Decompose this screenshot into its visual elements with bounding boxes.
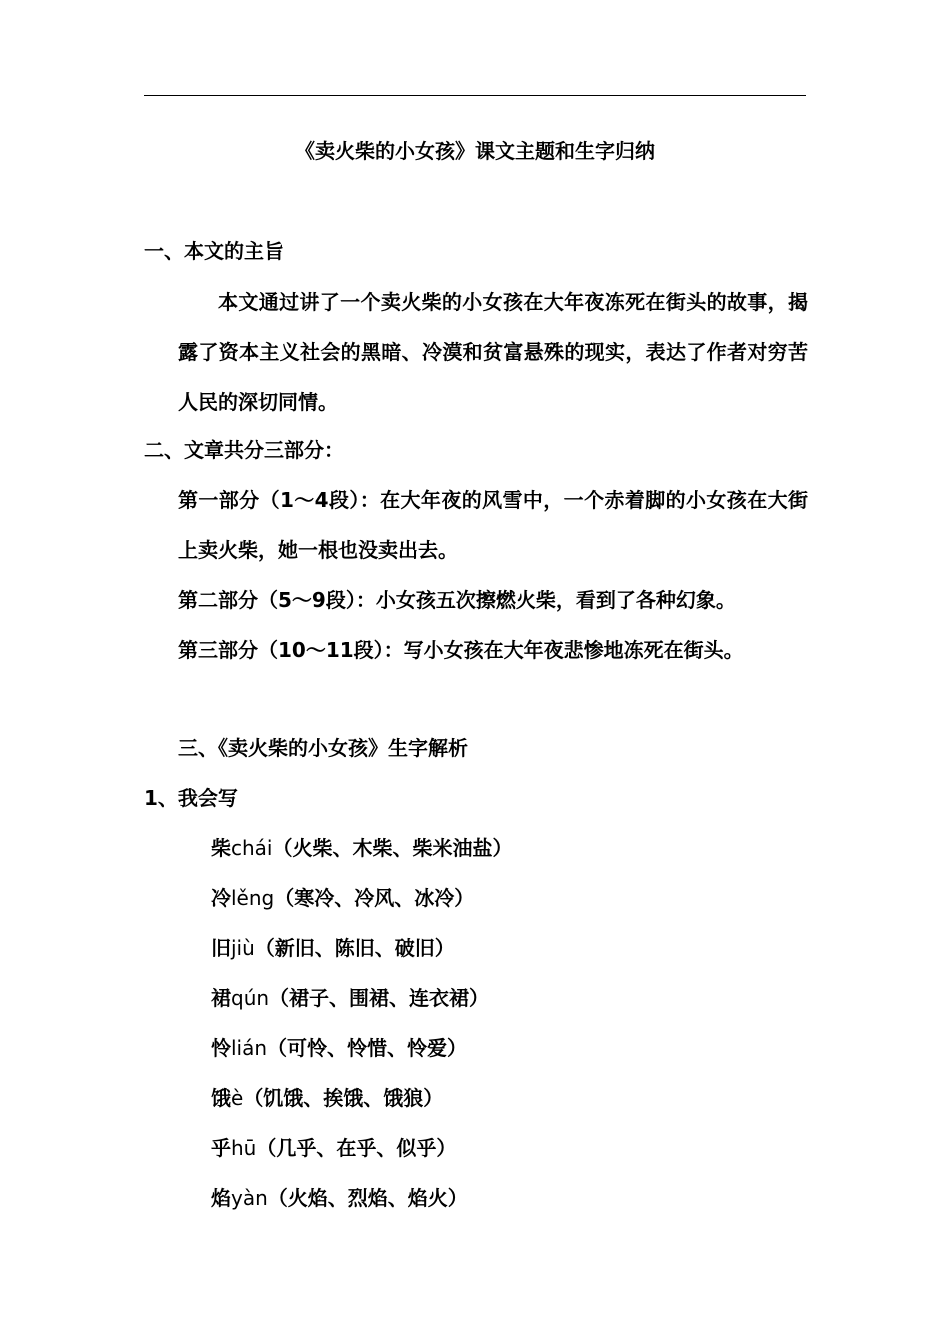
vocab-pinyin: hū — [231, 1136, 257, 1160]
vocab-pinyin: jiù — [231, 936, 255, 960]
section3-subheading: 1、我会写 — [144, 786, 238, 810]
vocab-words: （可怜、怜惜、怜爱） — [267, 1036, 468, 1060]
vocab-words: （裙子、围裙、连衣裙） — [269, 986, 490, 1010]
vocab-words: （几乎、在乎、似乎） — [256, 1136, 457, 1160]
vocab-pinyin: qún — [231, 986, 270, 1010]
vocab-pinyin: lěng — [231, 886, 275, 910]
vocab-words: （饥饿、挨饿、饿狼） — [243, 1086, 444, 1110]
vocab-words: （火柴、木柴、柴米油盐） — [272, 836, 513, 860]
vocab-pinyin: yàn — [231, 1186, 268, 1210]
section3-heading: 三、《卖火柴的小女孩》生字解析 — [178, 736, 468, 760]
vocab-words: （寒冷、冷风、冰冷） — [274, 886, 475, 910]
vocab-words: （新旧、陈旧、破旧） — [254, 936, 455, 960]
header-rule — [144, 95, 806, 96]
vocab-char: 饿 — [211, 1086, 231, 1110]
vocab-char: 裙 — [211, 986, 231, 1010]
section2-part-2: 第二部分（5～9段）：小女孩五次擦燃火柴，看到了各种幻象。 — [178, 588, 736, 612]
vocab-item — [211, 884, 474, 912]
vocab-char: 冷 — [211, 886, 231, 910]
document-title: 《卖火柴的小女孩》课文主题和生字归纳 — [295, 139, 655, 163]
section1-heading: 一、本文的主旨 — [144, 239, 284, 263]
section2-heading: 二、文章共分三部分： — [144, 438, 344, 462]
vocab-char: 乎 — [211, 1136, 231, 1160]
vocab-char: 怜 — [211, 1036, 231, 1060]
vocab-item — [211, 1134, 456, 1162]
vocab-item — [211, 1084, 443, 1112]
vocab-item — [211, 1184, 468, 1212]
vocab-pinyin: lián — [231, 1036, 268, 1060]
vocab-char: 柴 — [211, 836, 231, 860]
section1-paragraph: 本文通过讲了一个卖火柴的小女孩在大年夜冻死在街头的故事，揭露了资本主义社会的黑暗、冷漠和贫富悬殊的现实，表达了作者对穷苦人民的深切同情。 — [178, 290, 808, 414]
vocab-pinyin: chái — [231, 836, 273, 860]
vocab-words: （火焰、烈焰、焰火） — [267, 1186, 468, 1210]
vocab-item — [211, 934, 455, 962]
vocab-pinyin: è — [231, 1086, 244, 1110]
vocab-char: 焰 — [211, 1186, 231, 1210]
vocab-item — [211, 834, 512, 862]
vocab-char: 旧 — [211, 936, 231, 960]
vocab-item — [211, 1034, 467, 1062]
section2-part-3: 第三部分（10～11段）：写小女孩在大年夜悲惨地冻死在街头。 — [178, 638, 744, 662]
section2-part-1: 第一部分（1～4段）：在大年夜的风雪中，一个赤着脚的小女孩在大街上卖火柴，她一根也没卖出去。 — [178, 488, 808, 562]
vocab-item — [211, 984, 489, 1012]
